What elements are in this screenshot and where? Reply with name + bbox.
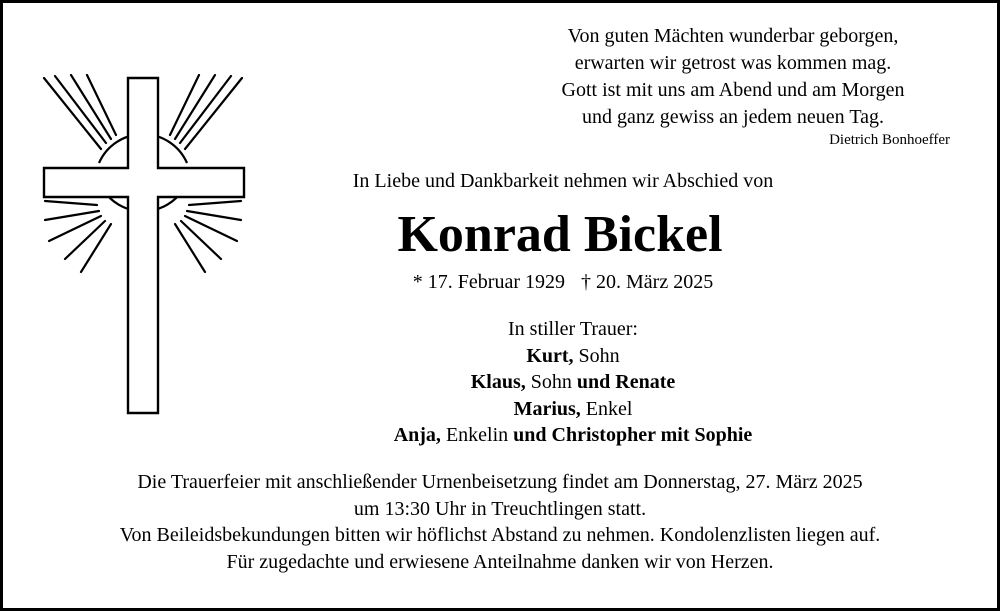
service-information bbox=[13, 469, 987, 575]
poem-line: erwarten wir getrost was kommen mag. bbox=[574, 52, 892, 74]
birth-date: * 17. Februar 1929 bbox=[412, 271, 565, 293]
poem-line: Von guten Mächten wunderbar geborgen, bbox=[567, 25, 899, 47]
mourner-extra: und Christopher mit Sophie bbox=[513, 424, 753, 446]
mourner-extra: und Renate bbox=[576, 371, 676, 393]
mourner-name: Klaus, bbox=[470, 371, 526, 393]
mourner-name: Kurt, bbox=[526, 344, 574, 367]
cross-svg bbox=[39, 73, 249, 418]
poem-author: Dietrich Bonhoeffer bbox=[829, 132, 950, 148]
mourner-entry bbox=[303, 422, 843, 449]
footer-line: Für zugedachte und erwiesene Anteilnahme danken wir von Herzen. bbox=[226, 550, 774, 573]
poem bbox=[508, 23, 958, 131]
mourner-name: Marius, bbox=[513, 397, 581, 420]
poem-line: und ganz gewiss an jedem neuen Tag. bbox=[581, 106, 885, 128]
mourner-relation: Sohn bbox=[525, 371, 577, 393]
footer-line: Von Beileidsbekundungen bitten wir höflichst Abstand zu nehmen. Kondolenzlisten liegen auf. bbox=[119, 524, 881, 546]
mourner-relation: Sohn bbox=[573, 344, 620, 367]
poem-line: Gott ist mit uns am Abend und am Morgen bbox=[561, 79, 905, 101]
mourners-list bbox=[303, 316, 843, 449]
cross-shape bbox=[44, 78, 244, 413]
mourner-entry bbox=[303, 369, 843, 396]
footer-line: um 13:30 Uhr in Treuchtlingen statt. bbox=[353, 497, 647, 520]
mourner-relation: Enkel bbox=[580, 397, 633, 420]
life-dates bbox=[303, 269, 823, 295]
mourner-relation: Enkelin bbox=[440, 424, 514, 446]
cross-with-rays-icon bbox=[39, 73, 249, 418]
footer-line: Die Trauerfeier mit anschließender Urnenbeisetzung findet am Donnerstag, 27. März 2025 bbox=[137, 471, 863, 493]
farewell-intro: In Liebe und Dankbarkeit nehmen wir Abschied von bbox=[352, 170, 774, 192]
mourner-name: Anja, bbox=[393, 424, 441, 446]
deceased-name: Konrad Bickel bbox=[397, 206, 723, 263]
death-date: † 20. März 2025 bbox=[581, 271, 714, 293]
mourner-entry bbox=[303, 343, 843, 370]
mourners-heading: In stiller Trauer: bbox=[508, 318, 638, 340]
mourner-entry bbox=[303, 396, 843, 423]
